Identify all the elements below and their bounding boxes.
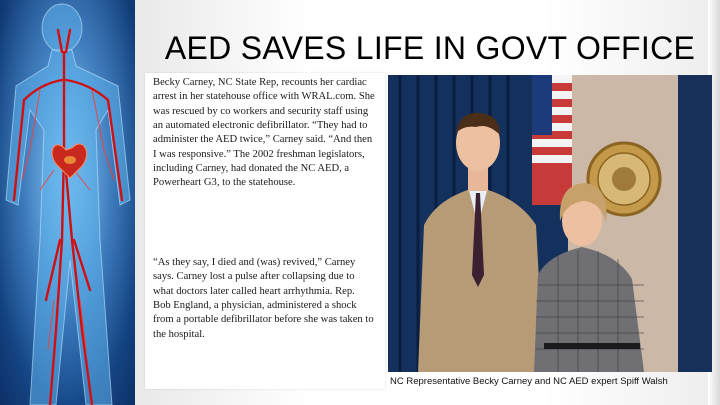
- slide-title: AED SAVES LIFE IN GOVT OFFICE: [164, 30, 696, 66]
- circulatory-system-figure: [0, 0, 135, 405]
- photo-caption: NC Representative Becky Carney and NC AED expert Spiff Walsh: [390, 376, 668, 387]
- article-paragraph-1: Becky Carney, NC State Rep, recounts her cardiac arrest in her statehouse office with WRAL.com. She was rescued by co workers and security staff using an automated electronic defibrillator. “They had to administer the AED twice,” Carney said. “And then I was responsive.” The 2002 freshman legislators, including Carney, had donated the NC AED, a Powerheart G3, to the statehouse.: [153, 77, 375, 189]
- photo-illustration: [388, 75, 712, 372]
- photo: [388, 75, 712, 372]
- article-paragraph-2: “As they say, I died and (was) revived,” Carney says. Carney lost a pulse after collapsing due to what doctors later called heart arrhythmia. Rep. Bob England, a physician, administered a shock from a portable defibrillator before she was taken to the hospital.: [153, 257, 374, 340]
- article-clipping: [145, 73, 385, 389]
- anatomy-illustration: [0, 0, 135, 405]
- us-flag-icon: [532, 75, 572, 205]
